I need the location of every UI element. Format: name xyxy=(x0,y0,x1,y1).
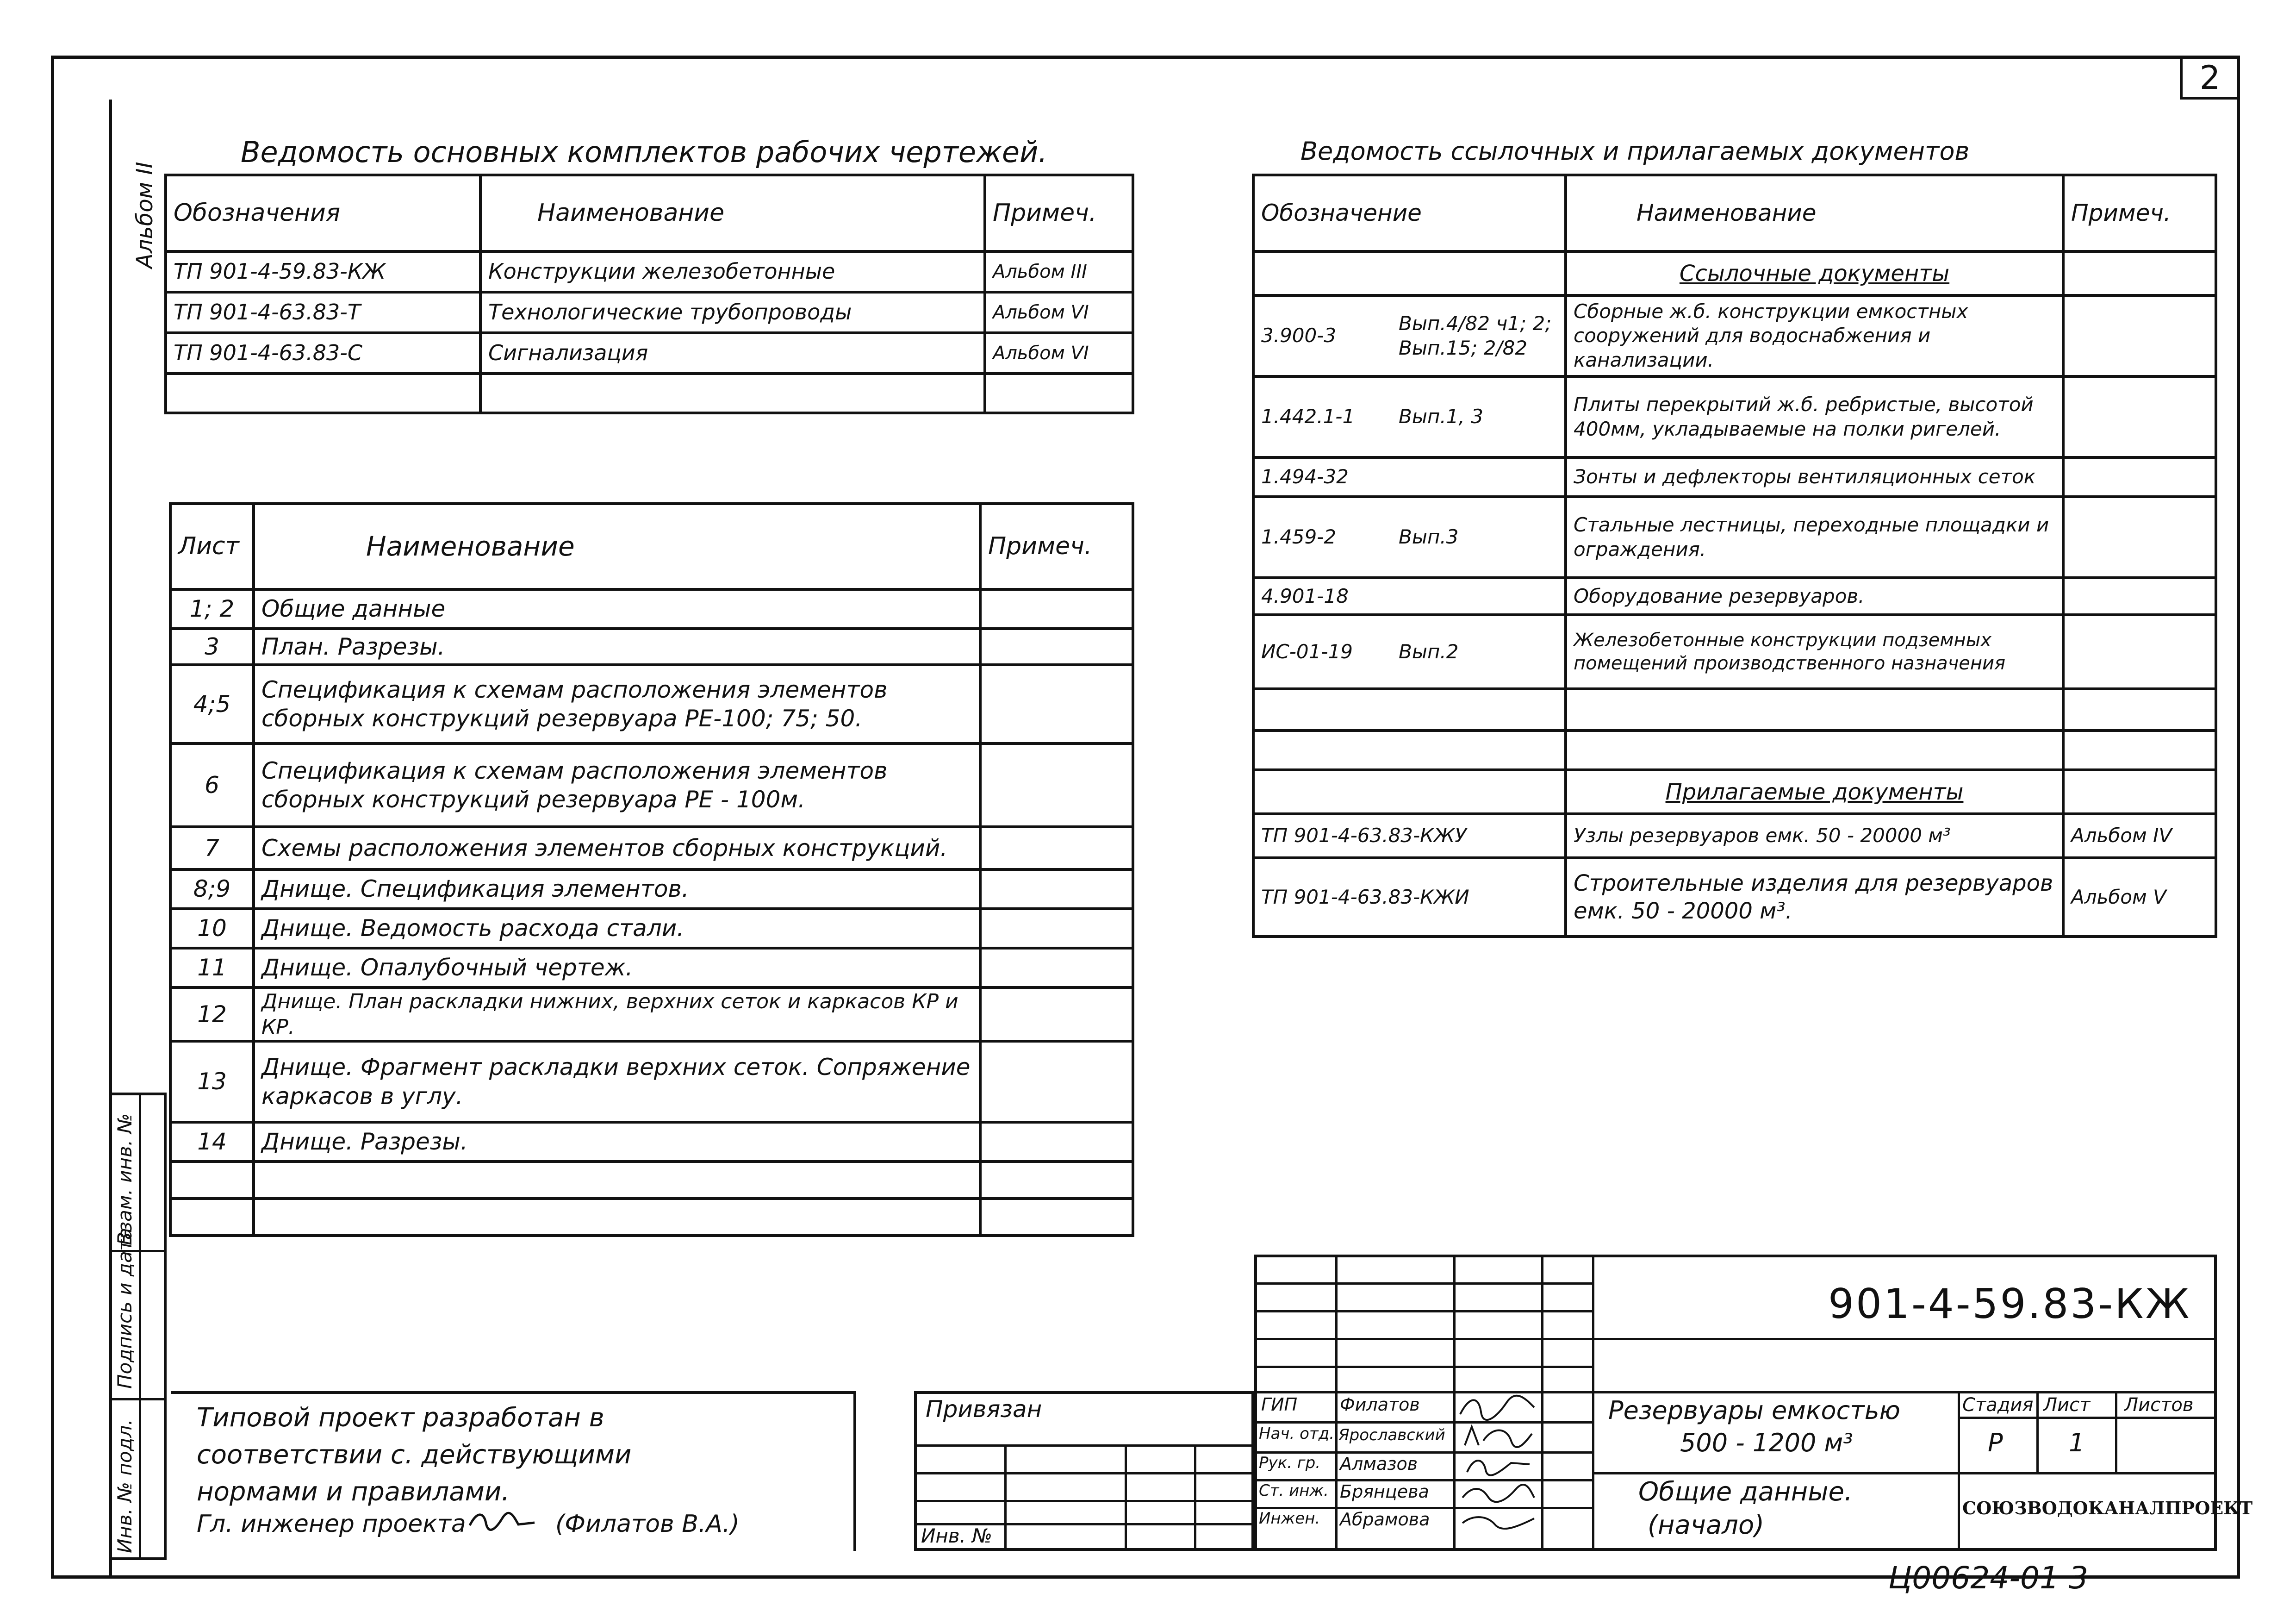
cell-note xyxy=(2063,457,2216,497)
empty-cell xyxy=(2063,251,2216,295)
table-row xyxy=(170,909,1133,948)
name-yaroslavsky: Ярославский xyxy=(1338,1426,1445,1444)
cell-sheet xyxy=(170,1199,254,1236)
empty-cell xyxy=(1253,689,1566,731)
cell-issue: Вып.2 xyxy=(1392,615,1566,689)
cell-name: Общие данные xyxy=(254,589,980,629)
empty-cell xyxy=(2063,731,2216,770)
cell-issue xyxy=(1392,457,1566,497)
cell-issue: Вып.3 xyxy=(1392,497,1566,578)
sheet-label: Лист xyxy=(2043,1394,2091,1416)
archive-number: Ц00624-01 3 xyxy=(1888,1560,2088,1596)
chief-engineer-signature xyxy=(467,1507,537,1535)
cell-sheet xyxy=(170,1162,254,1199)
role-group-head: Рук. гр. xyxy=(1259,1454,1321,1472)
cell-note: Альбом VI xyxy=(985,333,1133,374)
cell-note: Альбом III xyxy=(985,251,1133,292)
cell-note xyxy=(980,1199,1133,1236)
cell-note: Альбом VI xyxy=(985,292,1133,333)
table-row xyxy=(1253,615,2216,689)
cell-name: Схемы расположения элементов сборных конструкций. xyxy=(254,827,980,869)
cell-note xyxy=(980,948,1133,987)
note-line-3: нормами и правилами. xyxy=(197,1477,510,1507)
binding-inv-label: Инв. № xyxy=(921,1524,993,1547)
table-row xyxy=(170,1162,1133,1199)
main-sets-title: Ведомость основных комплектов рабочих чертежей. xyxy=(241,135,1047,169)
table-row xyxy=(170,1041,1133,1122)
note-line-4: Гл. инженер проекта xyxy=(197,1510,466,1538)
margin-label-signature: Подпись и дата xyxy=(113,1228,136,1389)
cell-note xyxy=(980,665,1133,743)
cell-note xyxy=(2063,295,2216,376)
binding-label: Привязан xyxy=(926,1396,1042,1423)
cell-designation: ТП 901-4-63.83-Т xyxy=(166,292,480,333)
cell-note xyxy=(2063,497,2216,578)
cell-name: Днище. Разрезы. xyxy=(254,1122,980,1162)
cell-sheet: 12 xyxy=(170,987,254,1041)
cell-name: Днище. Фрагмент раскладки верхних сеток. Сопряжение каркасов в углу. xyxy=(254,1041,980,1122)
name-bryantseva: Брянцева xyxy=(1340,1481,1429,1502)
name-abramova: Абрамова xyxy=(1340,1509,1430,1530)
cell-sheet: 1; 2 xyxy=(170,589,254,629)
table-row xyxy=(170,589,1133,629)
cell-issue: Вып.1, 3 xyxy=(1392,376,1566,457)
ref-docs-table xyxy=(1252,174,2217,938)
cell-name: Днище. План раскладки нижних, верхних сеток и каркасов КР и КР. xyxy=(254,987,980,1041)
table-row xyxy=(1253,376,2216,457)
cell-name: Стальные лестницы, переходные площадки и ограждения. xyxy=(1566,497,2063,578)
cell-name: Зонты и дефлекторы вентиляционных сеток xyxy=(1566,457,2063,497)
empty-cell xyxy=(1566,731,2063,770)
cell-name: Сборные ж.б. конструкции емкостных сооружений для водоснабжения и канализации. xyxy=(1566,295,2063,376)
drawing-code: 901-4-59.83-КЖ xyxy=(1828,1280,2191,1328)
organization: СОЮЗВОДОКАНАЛПРОЕКТ xyxy=(1962,1498,2253,1518)
signature-2 xyxy=(1456,1422,1539,1450)
cell-name: Оборудование резервуаров. xyxy=(1566,578,2063,615)
cell-designation: ИС-01-19 xyxy=(1253,615,1392,689)
cell-note xyxy=(980,827,1133,869)
sheet-title-line-1: Общие данные. xyxy=(1638,1477,1853,1507)
chief-engineer-name: (Филатов В.А.) xyxy=(555,1510,740,1538)
col-header-name: Наименование xyxy=(480,175,985,251)
name-filatov: Филатов xyxy=(1340,1394,1420,1415)
cell-name: План. Разрезы. xyxy=(254,629,980,665)
cell-designation: ТП 901-4-63.83-С xyxy=(166,333,480,374)
cell-note xyxy=(980,629,1133,665)
title-block-grid xyxy=(2115,1391,2117,1472)
cell-name: Днище. Спецификация элементов. xyxy=(254,869,980,909)
cell-note xyxy=(985,374,1133,413)
binding-divider xyxy=(914,1444,1254,1447)
table-row xyxy=(170,743,1133,827)
col-header-designation: Обозначение xyxy=(1253,175,1566,251)
cell-name: Плиты перекрытий ж.б. ребристые, высотой 400мм, укладываемые на полки ригелей. xyxy=(1566,376,2063,457)
empty-cell xyxy=(1253,251,1566,295)
table-row xyxy=(170,948,1133,987)
cell-name: Спецификация к схемам расположения элементов сборных конструкций резервуара РЕ-100; 75; 50. xyxy=(254,665,980,743)
cell-name: Узлы резервуаров емк. 50 - 20000 м³ xyxy=(1566,814,2063,858)
signature-4 xyxy=(1456,1479,1539,1507)
cell-sheet: 8;9 xyxy=(170,869,254,909)
cell-note xyxy=(980,869,1133,909)
sheet-value: 1 xyxy=(2069,1428,2085,1457)
main-sets-table xyxy=(164,174,1134,414)
cell-designation: ТП 901-4-63.83-КЖУ xyxy=(1253,814,1566,858)
empty-cell xyxy=(2063,770,2216,814)
table-row xyxy=(1253,858,2216,937)
binding-divider xyxy=(1004,1444,1007,1551)
table-row xyxy=(170,1199,1133,1236)
album-label: Альбом II xyxy=(132,162,158,269)
cell-name: Днище. Ведомость расхода стали. xyxy=(254,909,980,948)
cell-designation xyxy=(166,374,480,413)
title-block-grid xyxy=(1592,1255,1594,1551)
cell-name: Сигнализация xyxy=(480,333,985,374)
cell-note xyxy=(980,1041,1133,1122)
empty-cell xyxy=(1253,731,1566,770)
cell-name: Спецификация к схемам расположения элементов сборных конструкций резервуара РЕ - 100м. xyxy=(254,743,980,827)
empty-cell xyxy=(1253,770,1566,814)
margin-label-inv: Инв. № подл. xyxy=(113,1419,136,1553)
cell-issue: Вып.4/82 ч1; 2; Вып.15; 2/82 xyxy=(1392,295,1566,376)
binding-divider xyxy=(1194,1444,1196,1551)
margin-divider xyxy=(139,1093,141,1560)
margin-divider xyxy=(109,1398,167,1400)
cell-note xyxy=(2063,376,2216,457)
cell-designation: ТП 901-4-63.83-КЖИ xyxy=(1253,858,1566,937)
table-row xyxy=(1253,497,2216,578)
cell-sheet: 7 xyxy=(170,827,254,869)
cell-name: Технологические трубопроводы xyxy=(480,292,985,333)
title-block-grid xyxy=(1335,1255,1338,1551)
cell-note xyxy=(980,1122,1133,1162)
col-header-note: Примеч. xyxy=(985,175,1133,251)
col-header-name: Наименование xyxy=(1566,175,2063,251)
role-engineer: Инжен. xyxy=(1259,1509,1320,1528)
table-row xyxy=(170,987,1133,1041)
cell-designation: 3.900-3 xyxy=(1253,295,1392,376)
cell-sheet: 6 xyxy=(170,743,254,827)
cell-name xyxy=(480,374,985,413)
cell-note: Альбом V xyxy=(2063,858,2216,937)
cell-note xyxy=(980,987,1133,1041)
margin-label-replace: Взам. инв. № xyxy=(113,1113,136,1245)
table-row xyxy=(1253,578,2216,615)
title-block-grid xyxy=(1592,1472,2217,1474)
signature-1 xyxy=(1456,1393,1539,1421)
cell-sheet: 11 xyxy=(170,948,254,987)
cell-note xyxy=(980,589,1133,629)
cell-name: Строительные изделия для резервуаров емк. 50 - 20000 м³. xyxy=(1566,858,2063,937)
col-header-sheet: Лист xyxy=(170,504,254,589)
table-row xyxy=(170,1122,1133,1162)
cell-name xyxy=(254,1162,980,1199)
table-row xyxy=(1253,295,2216,376)
binding-divider xyxy=(914,1472,1254,1474)
note-line-1: Типовой проект разработан в xyxy=(197,1403,604,1433)
object-title-line-2: 500 - 1200 м³ xyxy=(1680,1428,1853,1457)
title-block-grid xyxy=(1254,1338,2217,1340)
cell-note xyxy=(980,1162,1133,1199)
sheets-label: Листов xyxy=(2124,1394,2194,1416)
signature-3 xyxy=(1456,1451,1539,1479)
cell-note xyxy=(980,743,1133,827)
cell-designation: ТП 901-4-59.83-КЖ xyxy=(166,251,480,292)
cell-note xyxy=(2063,615,2216,689)
table-row xyxy=(166,374,1133,413)
title-block-grid xyxy=(1958,1417,2217,1419)
cell-sheet: 4;5 xyxy=(170,665,254,743)
table-row xyxy=(170,629,1133,665)
table-row xyxy=(166,292,1133,333)
title-block-grid xyxy=(1254,1391,2217,1393)
title-block-grid xyxy=(2036,1391,2039,1472)
cell-name xyxy=(254,1199,980,1236)
table-row xyxy=(170,869,1133,909)
empty-cell xyxy=(2063,689,2216,731)
cell-sheet: 3 xyxy=(170,629,254,665)
col-header-designation: Обозначения xyxy=(166,175,480,251)
col-header-note: Примеч. xyxy=(2063,175,2216,251)
cell-note xyxy=(980,909,1133,948)
role-head-dept: Нач. отд. xyxy=(1259,1424,1335,1443)
section-attached: Прилагаемые документы xyxy=(1566,770,2063,814)
sheets-table xyxy=(169,502,1134,1237)
cell-name: Днище. Опалубочный чертеж. xyxy=(254,948,980,987)
object-title-line-1: Резервуары емкостью xyxy=(1608,1396,1900,1425)
cell-note xyxy=(2063,578,2216,615)
binding-divider xyxy=(914,1500,1254,1502)
title-block-grid xyxy=(1958,1391,1960,1551)
col-header-note: Примеч. xyxy=(980,504,1133,589)
ref-docs-title: Ведомость ссылочных и прилагаемых документов xyxy=(1300,137,1970,166)
stage-value: Р xyxy=(1988,1428,2003,1457)
sheet-number: 2 xyxy=(2180,56,2240,100)
cell-issue xyxy=(1392,578,1566,615)
empty-cell xyxy=(1566,689,2063,731)
title-block-grid xyxy=(1541,1255,1543,1551)
sheet-title-line-2: (начало) xyxy=(1648,1510,1765,1540)
table-row xyxy=(170,827,1133,869)
cell-name: Конструкции железобетонные xyxy=(480,251,985,292)
cell-designation: 1.494-32 xyxy=(1253,457,1392,497)
binding-divider xyxy=(1125,1444,1127,1551)
col-header-name: Наименование xyxy=(254,504,980,589)
table-row xyxy=(1253,814,2216,858)
table-row xyxy=(166,333,1133,374)
cell-designation: 1.459-2 xyxy=(1253,497,1392,578)
section-referenced: Ссылочные документы xyxy=(1566,251,2063,295)
stage-label: Стадия xyxy=(1962,1394,2034,1416)
cell-note: Альбом IV xyxy=(2063,814,2216,858)
role-senior-eng: Ст. инж. xyxy=(1259,1481,1329,1500)
note-line-2: соответствии с. действующими xyxy=(197,1440,632,1470)
table-row xyxy=(166,251,1133,292)
cell-name: Железобетонные конструкции подземных помещений производственного назначения xyxy=(1566,615,2063,689)
cell-designation: 1.442.1-1 xyxy=(1253,376,1392,457)
signature-5 xyxy=(1456,1507,1539,1535)
cell-designation: 4.901-18 xyxy=(1253,578,1392,615)
cell-sheet: 10 xyxy=(170,909,254,948)
role-gip: ГИП xyxy=(1261,1394,1298,1415)
table-row xyxy=(1253,457,2216,497)
name-almazov: Алмазов xyxy=(1340,1454,1418,1474)
cell-sheet: 13 xyxy=(170,1041,254,1122)
cell-sheet: 14 xyxy=(170,1122,254,1162)
table-row xyxy=(170,665,1133,743)
